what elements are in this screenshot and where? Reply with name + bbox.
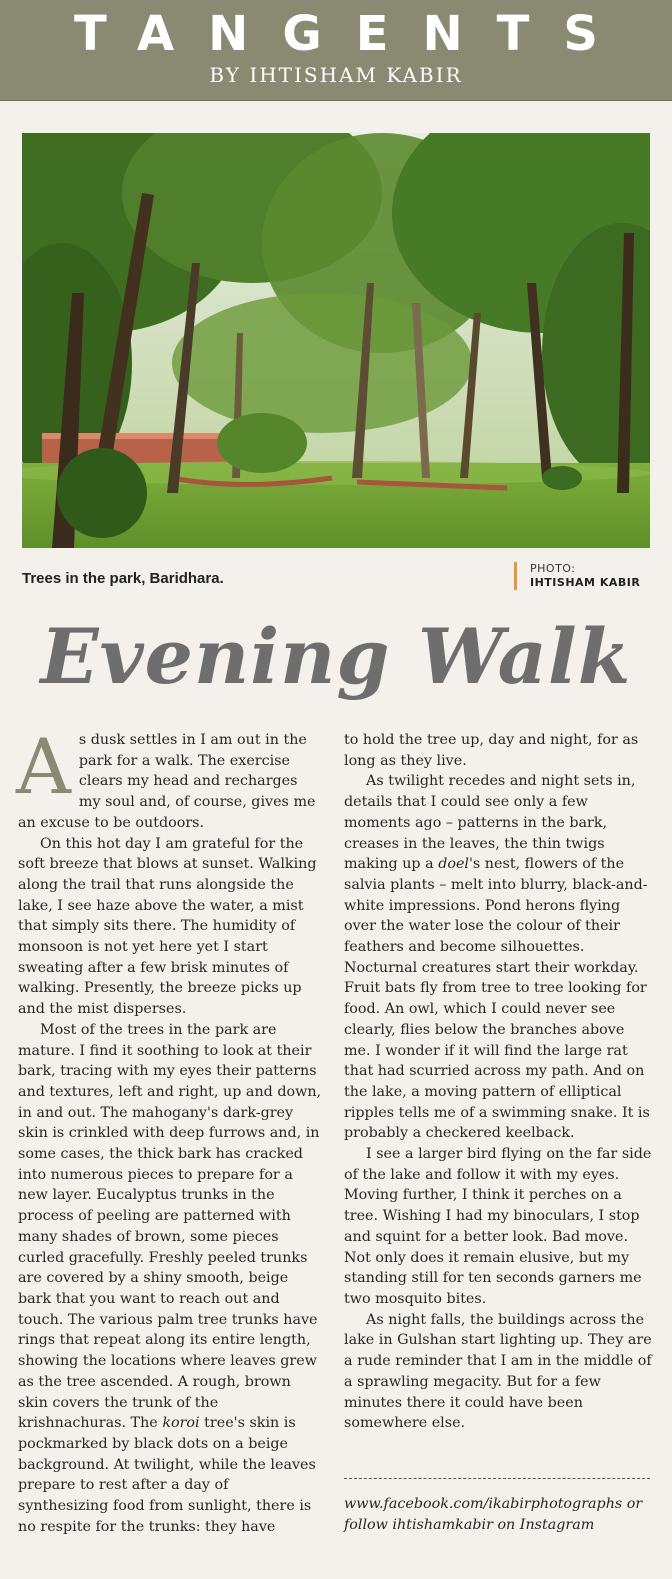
paragraph-1-text: s dusk settles in I am out in the park for a walk. The exercise clears my head and recharges my soul and, of course, gives me an excuse to be outdoors. — [18, 732, 316, 831]
masthead-title: TANGENTS — [73, 6, 632, 62]
paragraph-3-text-b: tree's skin is pockmarked by black dots on a beige background. At twilight, while the leaves prepare to rest after a day of synthesizing food from sunlight, there is no respite for the trunks: they have — [18, 1415, 316, 1535]
masthead-banner — [0, 0, 672, 101]
park-photo-illustration — [22, 133, 650, 548]
paragraph-1 — [16, 722, 323, 834]
photo-credit-label: PHOTO: — [530, 562, 576, 575]
photo-credit-name: IHTISHAM KABIR — [530, 576, 641, 589]
paragraph-4-text-a: As twilight recedes and night sets in, details that I could see only a few moments ago – patterns in the bark, creases in the leaves, the thin twigs making up a — [344, 773, 636, 873]
park-photo — [22, 133, 650, 548]
paragraph-4 — [344, 771, 652, 1144]
photo-credit — [514, 562, 672, 590]
paragraph-4-text-b: 's nest, flowers of the salvia plants – melt into blurry, black-and-white impressions. Pond herons flying over the water lose the colour of their feathers and become silhouettes. Nocturnal creatures start their workday. Fruit bats fly from tree to tree looking for food. An owl, which I could never see clearly, flies below the branches above me. I wonder if it will find the large rat that had scurried across my path. And on the lake, a moving pattern of elliptical ripples tells me of a swimming snake. It is probably a checkered keelback. — [344, 856, 650, 1142]
article-column-right — [344, 730, 652, 1434]
photo-caption: Trees in the park, Baridhara. — [22, 570, 224, 587]
footer-social-note: www.facebook.com/ikabirphotographs or follow ihtishamkabir on Instagram — [344, 1496, 643, 1533]
paragraph-3-continued: to hold the tree up, day and night, for as long as they live. — [344, 732, 639, 769]
paragraph-3-italic: koroi — [162, 1415, 200, 1432]
paragraph-3 — [18, 1020, 323, 1538]
paragraph-5: I see a larger bird flying on the far side of the lake and follow it with my eyes. Moving further, I think it perches on a tree. Wishing I had my binoculars, I stop and squint for a better look. Bad move. Not only does it remain elusive, but my standing still for ten seconds garners me two mosquito bites. — [344, 1146, 652, 1307]
paragraph-3-text-a: Most of the trees in the park are mature. I find it soothing to look at their bark, tracing with my eyes their patterns and textures, left and right, up and down, in and out. The mahogany's dark-grey skin is crinkled with deep furrows and, in some cases, the thick bark has cracked into numerous pieces to prepare for a new layer. Eucalyptus trunks in the process of peeling are patterned with many shades of brown, some pieces curled gracefully. Freshly peeled trunks are covered by a shiny smooth, beige bark that you want to reach out and touch. The various palm tree trunks have rings that repeat along its entire length, showing the locations where leaves grew as the tree ascended. A rough, brown skin covers the trunk of the krishnachuras. The — [18, 1021, 322, 1432]
footer-divider — [344, 1478, 650, 1479]
article-headline: Evening Walk — [40, 612, 632, 701]
paragraph-4-italic: doel — [438, 856, 469, 873]
paragraph-6: As night falls, the buildings across the lake in Gulshan start lighting up. They are a rude reminder that I am in the middle of a sprawling megacity. But for a few minutes there it could have been somewhere else. — [344, 1311, 652, 1432]
article-column-left — [16, 722, 323, 1537]
paragraph-2: On this hot day I am grateful for the soft breeze that blows at sunset. Walking along the trail that runs alongside the lake, I see haze above the water, a mist that simply sits there. The humidity of monsoon is not yet here yet I start sweating after a few brisk minutes of walking. Presently, the breeze picks up and the mist disperses. — [18, 835, 317, 1018]
masthead-byline: BY IHTISHAM KABIR — [209, 63, 463, 87]
drop-cap: A — [16, 722, 71, 811]
